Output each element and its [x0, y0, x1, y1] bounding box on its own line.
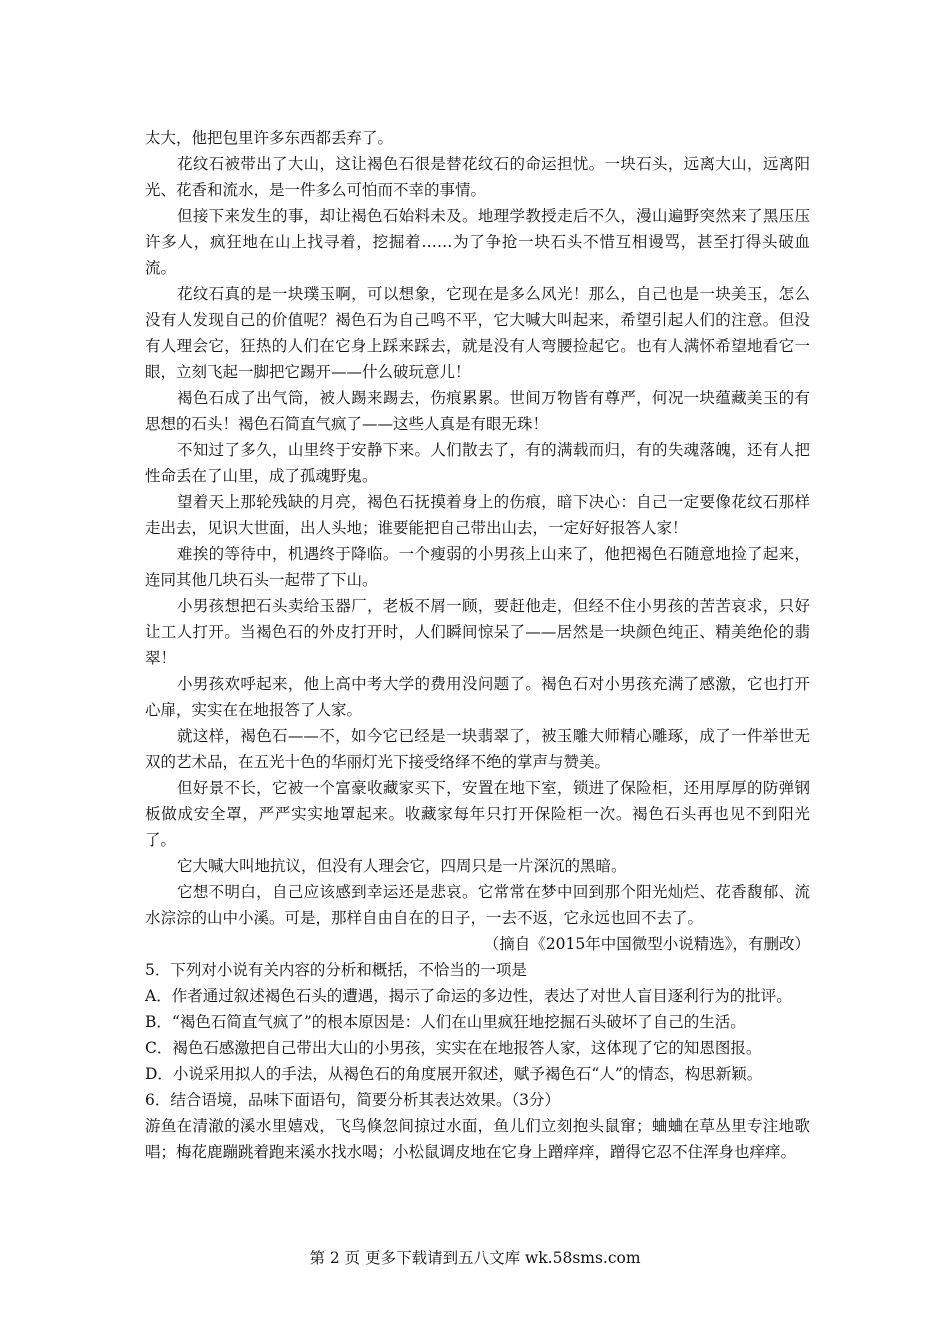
paragraph: 它想不明白，自己应该感到幸运还是悲哀。它常常在梦中回到那个阳光灿烂、花香馥郁、流水淙淙的山中小溪。可是，那样自由自在的日子，一去不返，它永远也回不去了。	[145, 883, 810, 927]
paragraph: 但好景不长，它被一个富豪收藏家买下，安置在地下室，锁进了保险柜，还用厚厚的防弹钢板做成安全罩，严严实实地罩起来。收藏家每年只打开保险柜一次。褐色石头再也见不到阳光了。	[145, 779, 810, 849]
paragraph: 望着天上那轮残缺的月亮，褐色石抚摸着身上的伤痕，暗下决心：自己一定要像花纹石那样走出去，见识大世面，出人头地；谁要能把自己带出山去，一定好好报答人家！	[145, 493, 810, 537]
paragraph: 褐色石成了出气筒，被人踢来踢去，伤痕累累。世间万物皆有尊严，何况一块蕴藏美玉的有思想的石头！褐色石简直气疯了——这些人真是有眼无珠！	[145, 389, 810, 433]
page-footer: 第 2 页 更多下载请到五八文库 wk.58sms.com	[309, 1249, 641, 1267]
question-5-stem: 5．下列对小说有关内容的分析和概括，不恰当的一项是	[145, 961, 527, 979]
paragraph: 难挨的等待中，机遇终于降临。一个瘦弱的小男孩上山来了，他把褐色石随意地捡了起来，连同其他几块石头一起带了下山。	[145, 545, 810, 589]
paragraph: 它大喊大叫地抗议，但没有人理会它，四周只是一片深沉的黑暗。	[177, 857, 627, 875]
question-5-option-c: C．褐色石感激把自己带出大山的小男孩，实实在在地报答人家，这体现了它的知恩图报。	[145, 1039, 762, 1057]
paragraph-continuation: 太大，他把包里许多东西都丢弃了。	[145, 129, 394, 147]
paragraph: 花纹石被带出了大山，这让褐色石很是替花纹石的命运担忧。一块石头，远离大山，远离阳光、花香和流水，是一件多么可怕而不幸的事情。	[145, 155, 810, 199]
question-6-stem: 6．结合语境，品味下面语句，简要分析其表达效果。（3分）	[145, 1091, 560, 1109]
paragraph: 但接下来发生的事，却让褐色石始料未及。地理学教授走后不久，漫山遍野突然来了黑压压许多人，疯狂地在山上找寻着，挖掘着……为了争抢一块石头不惜互相谩骂，甚至打得头破血流。	[145, 207, 810, 277]
paragraph: 花纹石真的是一块璞玉啊，可以想象，它现在是多么风光！那么，自己也是一块美玉，怎么没有人发现自己的价值呢？褐色石为自己鸣不平，它大喊大叫起来，希望引起人们的注意。但没有人理会它，狂热的人们在它身上踩来踩去，就是没有人弯腰捡起它。也有人满怀希望地看它一眼，立刻飞起一脚把它踢开——什么破玩意儿！	[145, 285, 810, 381]
question-6-passage: 游鱼在清澈的溪水里嬉戏，飞鸟倏忽间掠过水面，鱼儿们立刻抱头鼠窜；蛐蛐在草丛里专注地歌唱；梅花鹿蹦跳着跑来溪水找水喝；小松鼠调皮地在它身上蹭痒痒，蹭得它忍不住浑身也痒痒。	[145, 1117, 810, 1161]
question-5-option-a: A．作者通过叙述褐色石头的遭遇，揭示了命运的多边性，表达了对世人盲目逐利行为的批评。	[145, 987, 792, 1005]
paragraph: 小男孩想把石头卖给玉器厂，老板不屑一顾，要赶他走，但经不住小男孩的苦苦哀求，只好让工人打开。当褐色石的外皮打开时，人们瞬间惊呆了——居然是一块颜色纯正、精美绝伦的翡翠！	[145, 597, 810, 667]
question-5-option-b: B．“褐色石简直气疯了”的根本原因是：人们在山里疯狂地挖掘石头破坏了自己的生活。	[145, 1013, 746, 1031]
paragraph: 小男孩欢呼起来，他上高中考大学的费用没问题了。褐色石对小男孩充满了感激，它也打开心扉，实实在在地报答了人家。	[145, 675, 810, 719]
source-note: （摘自《2015年中国微型小说精选》，有删改）	[483, 935, 810, 953]
paragraph: 就这样，褐色石——不，如今它已经是一块翡翠了，被玉雕大师精心雕琢，成了一件举世无双的艺术品，在五光十色的华丽灯光下接受络绎不绝的掌声与赞美。	[145, 727, 810, 771]
question-5-option-d: D．小说采用拟人的手法，从褐色石的角度展开叙述，赋予褐色石“人”的情态，构思新颖。	[145, 1065, 763, 1083]
paragraph: 不知过了多久，山里终于安静下来。人们散去了，有的满载而归，有的失魂落魄，还有人把性命丢在了山里，成了孤魂野鬼。	[145, 441, 810, 485]
story-body	[145, 125, 810, 1165]
